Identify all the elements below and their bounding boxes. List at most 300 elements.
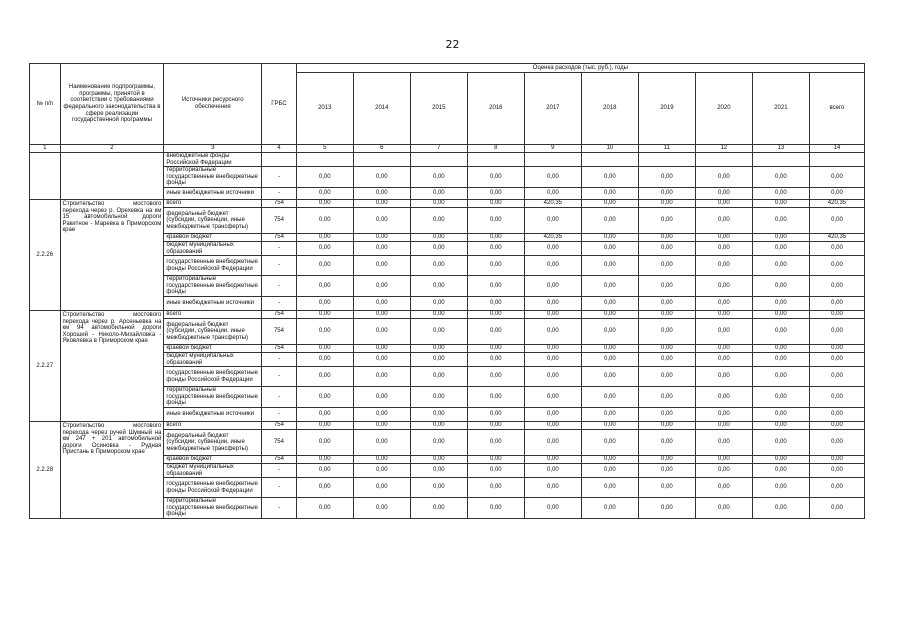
total-cell: 0,00 [809,167,864,188]
amount-cell: 0,00 [695,463,752,477]
amount-cell: 0,00 [581,167,638,188]
amount-cell: 0,00 [296,233,353,241]
amount-cell: 0,00 [410,199,467,207]
amount-cell: 0,00 [524,276,581,297]
total-cell: 0,00 [809,276,864,297]
amount-cell: 0,00 [524,387,581,408]
item-number-cell: 2.2.27 [30,310,61,421]
amount-cell: 0,00 [524,187,581,199]
column-index: 14 [809,145,864,153]
column-index: 13 [752,145,809,153]
total-cell: 0,00 [809,498,864,519]
page-number: 22 [445,38,460,51]
amount-cell: 0,00 [638,318,695,344]
amount-cell: 0,00 [638,407,695,421]
amount-cell: 0,00 [467,207,524,233]
header-estimate: Оценка расходов (тыс. руб.), годы [296,64,864,73]
source-cell: федеральный бюджет (субсидии, субвенции, иные межбюджетные трансферты) [164,318,262,344]
amount-cell: 0,00 [296,256,353,276]
amount-cell: 0,00 [296,387,353,408]
continued-number-cell [30,153,61,200]
amount-cell: 0,00 [353,498,410,519]
source-cell: бюджет муниципальных образований [164,241,262,255]
amount-cell: 0,00 [695,478,752,498]
amount-cell: 0,00 [695,310,752,318]
amount-cell: 0,00 [695,387,752,408]
column-index: 2 [60,145,164,153]
amount-cell: 0,00 [467,367,524,387]
grbs-cell: - [262,367,297,387]
total-cell: 0,00 [809,207,864,233]
amount-cell: 0,00 [410,407,467,421]
amount-cell: 0,00 [410,367,467,387]
amount-cell: 0,00 [296,421,353,429]
amount-cell: 0,00 [524,256,581,276]
grbs-cell: - [262,241,297,255]
total-cell: 0,00 [809,387,864,408]
column-index: 3 [164,145,262,153]
amount-cell: 0,00 [524,352,581,366]
grbs-cell: - [262,256,297,276]
amount-cell: 0,00 [695,421,752,429]
total-cell: 0,00 [809,463,864,477]
amount-cell: 0,00 [581,296,638,310]
amount-cell: 0,00 [695,276,752,297]
amount-cell: 0,00 [638,352,695,366]
total-cell: 0,00 [809,310,864,318]
amount-cell: 0,00 [467,199,524,207]
amount-cell: 0,00 [581,429,638,455]
grbs-cell [262,153,297,167]
source-cell: всего [164,310,262,318]
amount-cell: 0,00 [752,455,809,463]
item-number-cell: 2.2.26 [30,199,61,310]
column-index: 1 [30,145,61,153]
source-cell: краевой бюджет [164,455,262,463]
amount-cell: 0,00 [296,429,353,455]
amount-cell: 0,00 [638,421,695,429]
grbs-cell: - [262,167,297,188]
amount-cell: 0,00 [296,296,353,310]
amount-cell: 0,00 [353,276,410,297]
amount-cell: 0,00 [353,310,410,318]
amount-cell: 0,00 [410,187,467,199]
total-cell: 0,00 [809,407,864,421]
amount-cell: 0,00 [524,455,581,463]
amount-cell: 0,00 [353,352,410,366]
column-index: 12 [695,145,752,153]
amount-cell: 0,00 [752,352,809,366]
amount-cell: 0,00 [467,429,524,455]
amount-cell: 0,00 [353,318,410,344]
amount-cell: 0,00 [695,318,752,344]
column-index: 11 [638,145,695,153]
amount-cell: 0,00 [695,455,752,463]
total-cell: 420,35 [809,233,864,241]
item-name-cell: Строительство мостового перехода через р. Арсеньевка на км 94 автомобильной дороги Хороший - Николо-Михайловка - Яковлевка в Приморском крае [60,310,164,421]
amount-cell: 0,00 [524,207,581,233]
header-year: 2020 [695,73,752,145]
header-total: всего [809,73,864,145]
amount-cell: 0,00 [581,256,638,276]
amount-cell: 0,00 [467,296,524,310]
amount-cell: 0,00 [752,407,809,421]
amount-cell: 0,00 [752,207,809,233]
amount-cell: 0,00 [524,421,581,429]
item-number-cell: 2.2.28 [30,421,61,518]
amount-cell: 0,00 [581,463,638,477]
amount-cell: 0,00 [296,318,353,344]
source-cell: федеральный бюджет (субсидии, субвенции, иные межбюджетные трансферты) [164,207,262,233]
grbs-cell: 754 [262,318,297,344]
source-cell: иные внебюджетные источники [164,296,262,310]
amount-cell: 0,00 [581,407,638,421]
amount-cell: 0,00 [695,241,752,255]
amount-cell: 0,00 [581,367,638,387]
amount-cell: 0,00 [752,367,809,387]
total-cell: 0,00 [809,296,864,310]
amount-cell: 0,00 [524,318,581,344]
amount-cell: 420,35 [524,233,581,241]
amount-cell: 0,00 [638,167,695,188]
amount-cell: 0,00 [467,256,524,276]
amount-cell [467,153,524,167]
amount-cell [524,153,581,167]
amount-cell: 0,00 [410,387,467,408]
amount-cell: 0,00 [638,387,695,408]
amount-cell: 0,00 [296,276,353,297]
amount-cell: 0,00 [752,233,809,241]
amount-cell: 0,00 [296,498,353,519]
amount-cell: 0,00 [581,478,638,498]
amount-cell [296,153,353,167]
amount-cell: 0,00 [410,207,467,233]
amount-cell: 0,00 [581,207,638,233]
grbs-cell: - [262,498,297,519]
amount-cell: 0,00 [638,187,695,199]
amount-cell: 0,00 [524,167,581,188]
total-cell: 0,00 [809,367,864,387]
amount-cell: 0,00 [752,256,809,276]
amount-cell: 0,00 [296,199,353,207]
source-cell: всего [164,199,262,207]
amount-cell: 0,00 [353,167,410,188]
amount-cell: 0,00 [296,367,353,387]
amount-cell: 0,00 [638,256,695,276]
grbs-cell: - [262,478,297,498]
source-cell: территориальные государственные внебюджетные фонды [164,498,262,519]
amount-cell: 0,00 [296,478,353,498]
amount-cell: 0,00 [752,387,809,408]
amount-cell: 0,00 [524,463,581,477]
header-year: 2015 [410,73,467,145]
total-cell: 0,00 [809,256,864,276]
grbs-cell: 754 [262,310,297,318]
amount-cell: 0,00 [638,498,695,519]
amount-cell: 0,00 [695,256,752,276]
source-cell: территориальные государственные внебюджетные фонды [164,167,262,188]
amount-cell: 0,00 [410,455,467,463]
amount-cell: 0,00 [467,233,524,241]
column-index: 10 [581,145,638,153]
amount-cell: 0,00 [581,387,638,408]
grbs-cell: - [262,463,297,477]
amount-cell [353,153,410,167]
source-cell: иные внебюджетные источники [164,187,262,199]
amount-cell: 0,00 [581,233,638,241]
amount-cell: 0,00 [353,367,410,387]
amount-cell: 0,00 [410,344,467,352]
amount-cell: 0,00 [524,478,581,498]
amount-cell: 0,00 [695,498,752,519]
total-cell: 0,00 [809,241,864,255]
column-index: 7 [410,145,467,153]
column-index: 4 [262,145,297,153]
source-cell: бюджет муниципальных образований [164,463,262,477]
amount-cell: 0,00 [638,478,695,498]
amount-cell: 0,00 [638,429,695,455]
amount-cell: 0,00 [581,276,638,297]
amount-cell: 0,00 [752,296,809,310]
amount-cell: 0,00 [638,367,695,387]
amount-cell: 0,00 [581,318,638,344]
amount-cell: 0,00 [296,407,353,421]
amount-cell: 0,00 [467,407,524,421]
amount-cell: 0,00 [695,429,752,455]
amount-cell: 0,00 [467,310,524,318]
amount-cell: 420,35 [524,199,581,207]
amount-cell: 0,00 [524,241,581,255]
amount-cell: 0,00 [410,167,467,188]
amount-cell: 0,00 [353,241,410,255]
total-cell: 420,35 [809,199,864,207]
grbs-cell: 754 [262,421,297,429]
total-cell: 0,00 [809,344,864,352]
source-cell: краевой бюджет [164,233,262,241]
amount-cell: 0,00 [467,344,524,352]
amount-cell: 0,00 [467,478,524,498]
amount-cell: 0,00 [695,187,752,199]
amount-cell: 0,00 [695,296,752,310]
column-index-row [30,145,865,153]
amount-cell: 0,00 [638,199,695,207]
amount-cell: 0,00 [353,387,410,408]
header-year: 2017 [524,73,581,145]
amount-cell: 0,00 [752,187,809,199]
continued-name-cell [60,153,164,200]
amount-cell: 0,00 [353,207,410,233]
amount-cell: 0,00 [410,296,467,310]
grbs-cell: - [262,387,297,408]
amount-cell: 0,00 [353,199,410,207]
amount-cell: 0,00 [467,187,524,199]
amount-cell: 0,00 [296,167,353,188]
amount-cell: 0,00 [296,310,353,318]
amount-cell: 0,00 [752,167,809,188]
amount-cell: 0,00 [695,367,752,387]
amount-cell: 0,00 [581,498,638,519]
amount-cell: 0,00 [410,498,467,519]
amount-cell [638,153,695,167]
total-cell: 0,00 [809,478,864,498]
total-cell: 0,00 [809,429,864,455]
amount-cell: 0,00 [353,455,410,463]
amount-cell: 0,00 [581,455,638,463]
amount-cell: 0,00 [467,318,524,344]
amount-cell: 0,00 [524,296,581,310]
amount-cell [410,153,467,167]
table-row [30,199,865,207]
amount-cell: 0,00 [581,352,638,366]
amount-cell: 0,00 [353,478,410,498]
amount-cell: 0,00 [638,233,695,241]
amount-cell: 0,00 [752,199,809,207]
amount-cell: 0,00 [296,463,353,477]
table-row [30,421,865,429]
column-index: 5 [296,145,353,153]
column-index: 9 [524,145,581,153]
amount-cell: 0,00 [695,233,752,241]
column-index: 8 [467,145,524,153]
amount-cell [809,153,864,167]
amount-cell: 0,00 [752,463,809,477]
amount-cell: 0,00 [353,421,410,429]
header-number: № п/п [30,64,61,145]
amount-cell: 0,00 [581,187,638,199]
amount-cell: 0,00 [638,276,695,297]
amount-cell: 0,00 [467,352,524,366]
amount-cell: 0,00 [752,429,809,455]
total-cell: 0,00 [809,352,864,366]
amount-cell: 0,00 [353,233,410,241]
table-body [30,153,865,519]
amount-cell: 0,00 [467,498,524,519]
amount-cell: 0,00 [353,463,410,477]
grbs-cell: 754 [262,233,297,241]
item-name-cell: Строительство мостового перехода через ручей Шумный на км 247 + 201 автомобильной дороги Осиновка - Рудная Пристань в Приморском крае [60,421,164,518]
amount-cell: 0,00 [524,407,581,421]
amount-cell: 0,00 [581,344,638,352]
header-year: 2013 [296,73,353,145]
table-row [30,153,865,167]
amount-cell: 0,00 [353,344,410,352]
header-year: 2019 [638,73,695,145]
header-year: 2016 [467,73,524,145]
grbs-cell: - [262,352,297,366]
amount-cell: 0,00 [353,429,410,455]
amount-cell: 0,00 [410,352,467,366]
amount-cell: 0,00 [581,310,638,318]
amount-cell: 0,00 [638,344,695,352]
amount-cell: 0,00 [695,352,752,366]
amount-cell: 0,00 [695,207,752,233]
header-name: Наименование подпрограммы, программы, принятой в соответствии с требованиями федерального законодательства в сфере реализации государственной программы [60,64,164,145]
amount-cell: 0,00 [410,233,467,241]
amount-cell: 0,00 [353,407,410,421]
amount-cell: 0,00 [524,367,581,387]
header-year: 2014 [353,73,410,145]
amount-cell: 0,00 [638,463,695,477]
item-name-cell: Строительство мостового перехода через р. Орехевка на км 15 автомобильной дороги Ракитное - Маревка в Приморском крае [60,199,164,310]
amount-cell: 0,00 [524,344,581,352]
amount-cell: 0,00 [695,407,752,421]
amount-cell: 0,00 [695,167,752,188]
source-cell: государственные внебюджетные фонды Российской Федерации [164,367,262,387]
amount-cell: 0,00 [581,421,638,429]
amount-cell: 0,00 [467,241,524,255]
header-year: 2018 [581,73,638,145]
grbs-cell: 754 [262,199,297,207]
grbs-cell: 754 [262,207,297,233]
grbs-cell: 754 [262,344,297,352]
amount-cell [752,153,809,167]
amount-cell: 0,00 [581,241,638,255]
amount-cell: 0,00 [410,310,467,318]
amount-cell: 0,00 [467,455,524,463]
source-cell: государственные внебюджетные фонды Российской Федерации [164,256,262,276]
amount-cell: 0,00 [581,199,638,207]
source-cell: территориальные государственные внебюджетные фонды [164,276,262,297]
amount-cell: 0,00 [524,498,581,519]
amount-cell: 0,00 [752,478,809,498]
source-cell: иные внебюджетные источники [164,407,262,421]
column-index: 6 [353,145,410,153]
total-cell: 0,00 [809,318,864,344]
source-cell: бюджет муниципальных образований [164,352,262,366]
total-cell: 0,00 [809,187,864,199]
amount-cell: 0,00 [410,478,467,498]
grbs-cell: - [262,296,297,310]
source-cell: федеральный бюджет (субсидии, субвенции, иные межбюджетные трансферты) [164,429,262,455]
amount-cell: 0,00 [524,429,581,455]
amount-cell: 0,00 [638,207,695,233]
amount-cell: 0,00 [296,455,353,463]
amount-cell: 0,00 [467,387,524,408]
total-cell: 0,00 [809,421,864,429]
amount-cell: 0,00 [752,344,809,352]
grbs-cell: 754 [262,429,297,455]
grbs-cell: 754 [262,455,297,463]
amount-cell: 0,00 [524,310,581,318]
amount-cell: 0,00 [296,241,353,255]
amount-cell [695,153,752,167]
source-cell: государственные внебюджетные фонды Российской Федерации [164,478,262,498]
amount-cell: 0,00 [296,207,353,233]
amount-cell: 0,00 [695,344,752,352]
amount-cell: 0,00 [695,199,752,207]
grbs-cell: - [262,407,297,421]
header-source: Источники ресурсного обеспечения [164,64,262,145]
grbs-cell: - [262,276,297,297]
amount-cell: 0,00 [638,241,695,255]
amount-cell: 0,00 [467,463,524,477]
table-row [30,310,865,318]
amount-cell: 0,00 [296,187,353,199]
amount-cell: 0,00 [467,421,524,429]
header-grbs: ГРБС [262,64,297,145]
grbs-cell: - [262,187,297,199]
amount-cell: 0,00 [296,352,353,366]
amount-cell: 0,00 [353,256,410,276]
amount-cell: 0,00 [638,455,695,463]
amount-cell: 0,00 [752,241,809,255]
amount-cell: 0,00 [752,318,809,344]
amount-cell: 0,00 [467,167,524,188]
amount-cell: 0,00 [410,421,467,429]
header-year: 2021 [752,73,809,145]
amount-cell: 0,00 [752,421,809,429]
amount-cell: 0,00 [410,241,467,255]
